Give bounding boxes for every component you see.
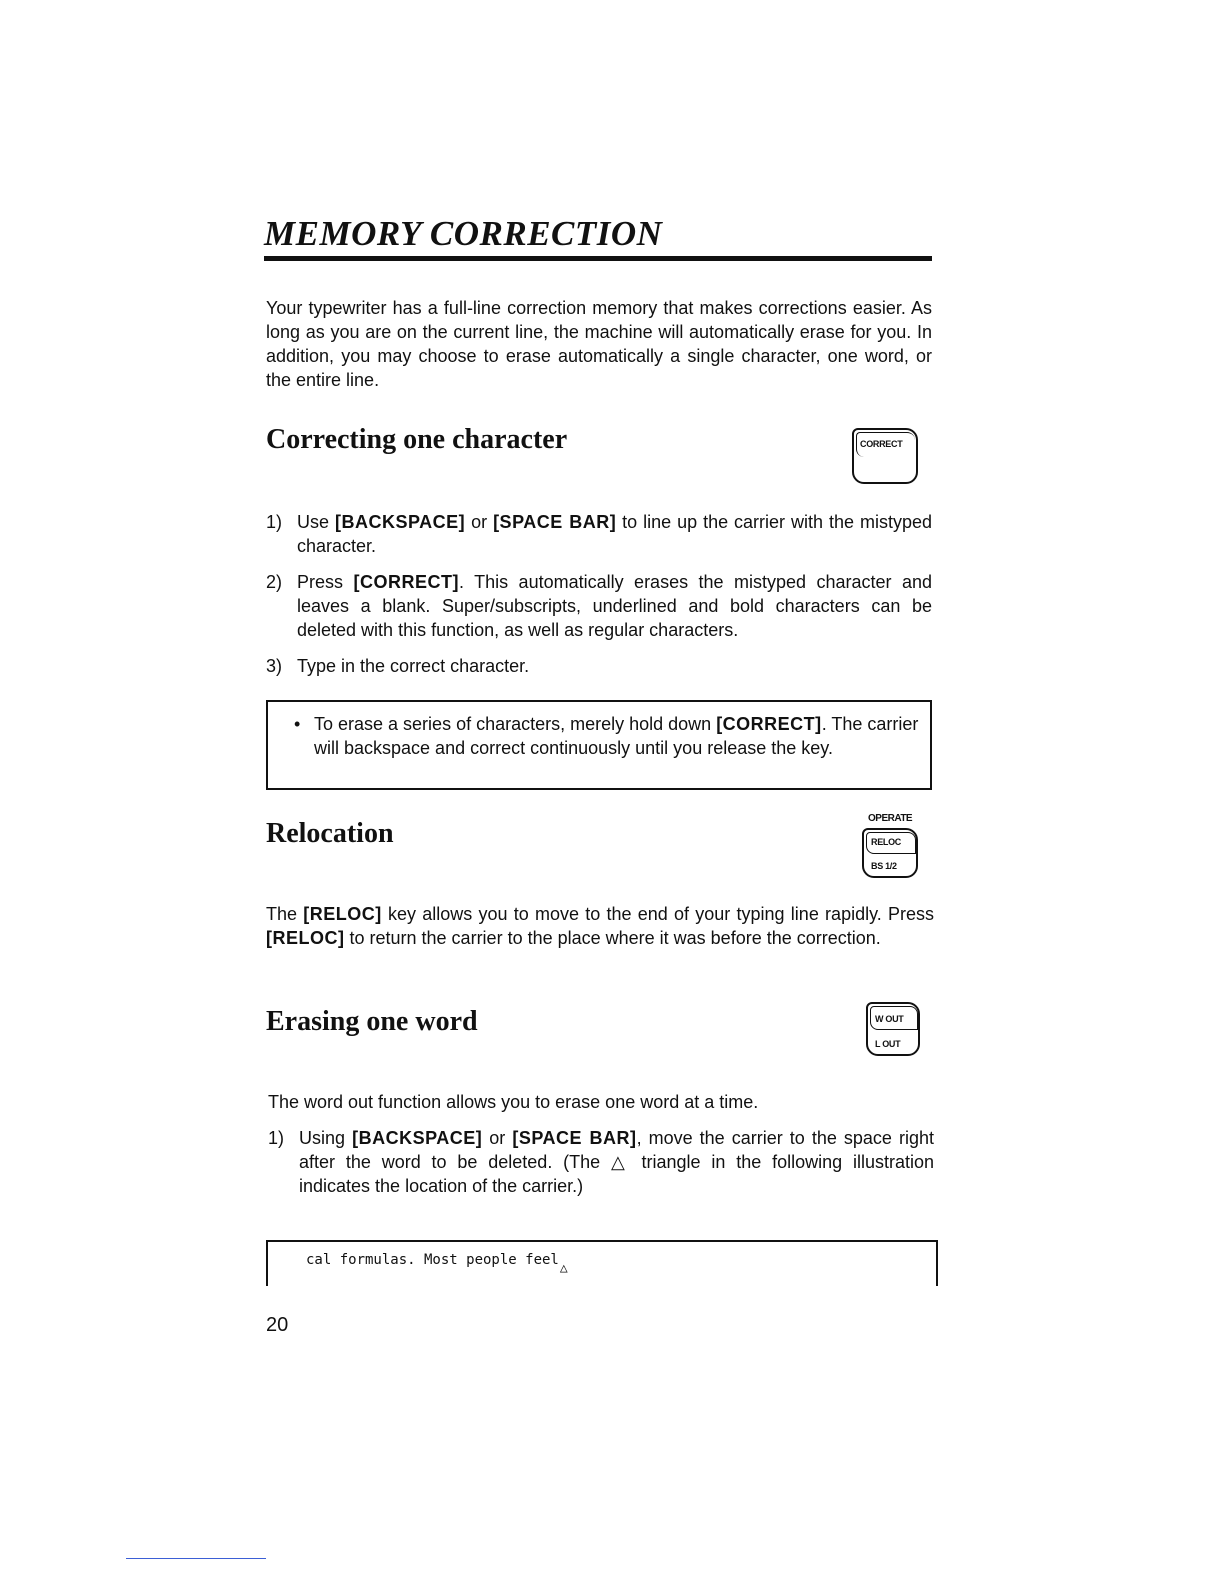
intro-paragraph: Your typewriter has a full-line correction memory that makes corrections easier. As long as you are on the current line, the machine will automatically erase for you. In addition, you may choose to erase automatically a single character, one word, or the entire line. [266,298,932,390]
correct-key-label: CORRECT [860,439,903,449]
erase-word-intro: The word out function allows you to erase one word at a time. [268,1092,759,1112]
note-box [266,700,932,790]
carrier-triangle-icon: △ [559,1261,568,1276]
list-item: 3) Type in the correct character. [266,656,530,676]
list-item: 1) Use [BACKSPACE] or [SPACE BAR] to line up the carrier with the mistyped character. [266,512,932,556]
list-item: 1) Using [BACKSPACE] or [SPACE BAR], move the carrier to the space right after the word to be deleted. (The △ triangle in the following illustration indicates the location of the carrier.) [268,1128,934,1196]
page-number: 20 [266,1314,289,1336]
list-item: 2) Press [CORRECT]. This automatically erases the mistyped character and leaves a blank. Super/subscripts, underlined and bold characters can be deleted with this function, as well as regular characters. [266,572,933,640]
reloc-key-icon [862,828,918,878]
word-out-key-top-label: W OUT [875,1014,904,1024]
relocation-paragraph: The [RELOC] key allows you to move to the end of your typing line rapidly. Press [RELOC] to return the carrier to the place where it was before the correction. [266,904,934,948]
example-typed-text: cal formulas. Most people feel△ [306,1252,568,1276]
reloc-key-bottom-label: BS 1/2 [871,861,897,871]
word-out-key-bottom-label: L OUT [875,1039,901,1049]
bullet-icon: • [294,714,301,734]
erase-word-steps-list [268,1126,934,1210]
page-title: MEMORY CORRECTION [264,214,932,261]
note-text: • To erase a series of characters, merely hold down [CORRECT]. The carrier will backspace and correct continuously until you release the key. [290,712,934,760]
correct-steps-list [266,510,932,690]
reloc-key-top-label: RELOC [871,837,902,847]
heading-erasing-one-word: Erasing one word [266,1006,478,1037]
footer-rule [126,1558,266,1559]
example-illustration-box [266,1240,938,1286]
heading-correcting-one-character: Correcting one character [266,424,568,455]
heading-relocation: Relocation [266,818,394,849]
operate-label: OPERATE [868,813,913,824]
word-out-key-icon [866,1002,920,1056]
correct-key-icon [852,428,918,484]
